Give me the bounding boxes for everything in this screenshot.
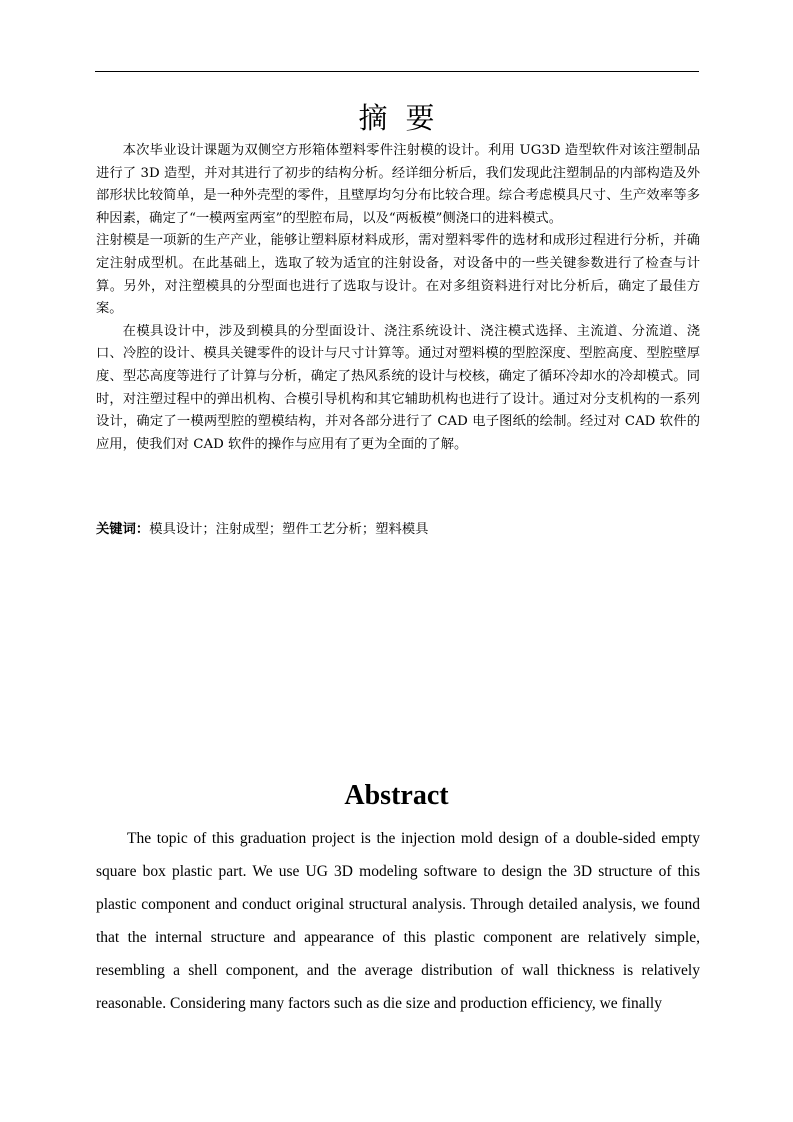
keywords-text: 模具设计；注射成型；塑件工艺分析；塑料模具	[149, 522, 429, 537]
header-rule	[95, 71, 699, 72]
english-abstract-body	[96, 822, 700, 1020]
keywords-label: 关键词：	[96, 522, 150, 537]
english-abstract-title: Abstract	[344, 780, 449, 811]
chinese-paragraph-2: 注射模是一项新的生产产业，能够让塑料原材料成形，需对塑料零件的选材和成形过程进行分析，并确定注射成型机。在此基础上，选取了较为适宜的注射设备，对设备中的一些关键参数进行了检查与计算。另外，对注塑模具的分型面也进行了选取与设计。在对多组资料进行对比分析后，确定了最佳方案。	[96, 233, 700, 317]
chinese-abstract-body	[96, 140, 700, 456]
english-paragraph: The topic of this graduation project is the injection mold design of a double-sided empty square box plastic part. We use UG 3D modeling software to design the 3D structure of this plastic component and conduct original structural analysis. Through detailed analysis, we found that the internal structure and appearance of this plastic component are relatively simple, resembling a shell component, and the average distribution of wall thickness is relatively reasonable. Considering many factors such as die size and production efficiency, we finally	[96, 830, 700, 1012]
chinese-paragraph-3: 在模具设计中，涉及到模具的分型面设计、浇注系统设计、浇注模式选择、主流道、分流道、浇口、冷腔的设计、模具关键零件的设计与尺寸计算等。通过对塑料模的型腔深度、型腔高度、型腔壁厚度、型芯高度等进行了计算与分析，确定了热风系统的设计与校核，确定了循环冷却水的冷却模式。同时，对注塑过程中的弹出机构、合模引导机构和其它辅助机构也进行了设计。通过对分支机构的一系列设计，确定了一模两型腔的塑模结构，并对各部分进行了 CAD 电子图纸的绘制。经过对 CAD 软件的应用，使我们对 CAD 软件的操作与应用有了更为全面的了解。	[96, 323, 700, 452]
keywords-line	[96, 519, 428, 541]
chinese-abstract-title: 摘要	[358, 101, 453, 135]
chinese-paragraph-1: 本次毕业设计课题为双侧空方形箱体塑料零件注射模的设计。利用 UG3D 造型软件对该注塑制品进行了 3D 造型，并对其进行了初步的结构分析。经详细分析后，我们发现此注塑制品的内部构造及外部形状比较简单，是一种外壳型的零件，且壁厚均匀分布比较合理。综合考虑模具尺寸、生产效率等多种因素，确定了“一模两室两室”的型腔布局，以及“两板模”侧浇口的进料模式。	[96, 143, 700, 226]
